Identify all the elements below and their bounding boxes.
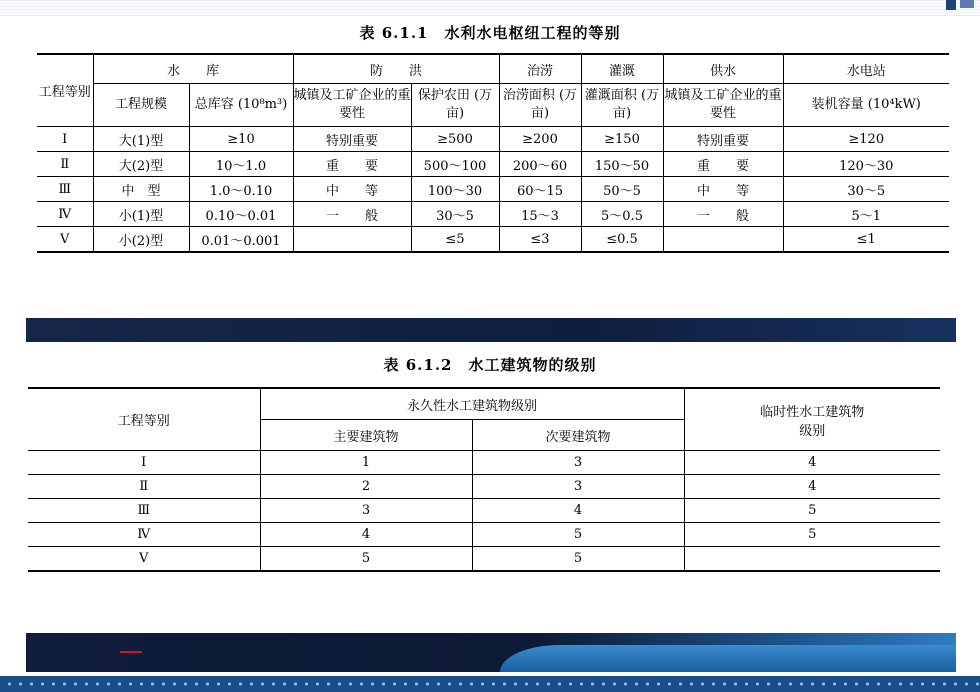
table1-cell: Ⅳ [37, 202, 93, 227]
table1-row [37, 202, 949, 227]
table1-cell: 200～60 [499, 152, 581, 177]
table1-cell: ≥200 [499, 127, 581, 152]
table1-cell: 大(2)型 [93, 152, 189, 177]
table1-cell: 重 要 [663, 152, 783, 177]
table1-cell: 中 型 [93, 177, 189, 202]
table1-cell: 0.01～0.001 [189, 227, 293, 253]
table2-cell: 2 [260, 475, 472, 499]
table1-row [37, 127, 949, 152]
header-supply: 供水 [663, 54, 783, 84]
header-scale: 工程规模 [93, 84, 189, 127]
table1-cell: 小(2)型 [93, 227, 189, 253]
table1-cell: 0.10～0.01 [189, 202, 293, 227]
table1-cell: 150～50 [581, 152, 663, 177]
table2-cell: 1 [260, 451, 472, 475]
footer-wave-decoration [500, 645, 956, 672]
header-flood: 防 洪 [293, 54, 499, 84]
table1-header-row-2 [37, 84, 949, 127]
corner-decoration-secondary [960, 0, 974, 8]
table1-cell: 30～5 [783, 177, 949, 202]
table1-cell: ≥500 [411, 127, 499, 152]
table1-cell: Ⅰ [37, 127, 93, 152]
table1-cell [663, 227, 783, 253]
table1-cell: 120～30 [783, 152, 949, 177]
header-irrigation: 灌溉 [581, 54, 663, 84]
footer-red-accent [120, 651, 142, 653]
corner-decoration [946, 0, 956, 10]
table2-cell: 5 [684, 499, 940, 523]
table1-cell: Ⅲ [37, 177, 93, 202]
header-city-importance: 城镇及工矿企业的重要性 [293, 84, 411, 127]
table1-cell: 15～3 [499, 202, 581, 227]
table1-cell: Ⅱ [37, 152, 93, 177]
table2-cell: 4 [260, 523, 472, 547]
table1-cell: 100～30 [411, 177, 499, 202]
table1-body [37, 127, 949, 253]
table1-cell: ≥120 [783, 127, 949, 152]
footer-dot-strip [0, 676, 980, 692]
header-installed: 装机容量 (10⁴kW) [783, 84, 949, 127]
table1-cell: ≤5 [411, 227, 499, 253]
table1-cell [293, 227, 411, 253]
table1-cell: ≤1 [783, 227, 949, 253]
header-reservoir: 水 库 [93, 54, 293, 84]
table1-cell: 中 等 [663, 177, 783, 202]
table2-cell: 3 [472, 475, 684, 499]
table2-cell: Ⅳ [28, 523, 260, 547]
table2-cell: 4 [684, 475, 940, 499]
table1-cell: 特别重要 [293, 127, 411, 152]
table1-cell: 5～0.5 [581, 202, 663, 227]
header-capacity: 总库容 (10⁸m³) [189, 84, 293, 127]
header-secondary: 次要建筑物 [472, 420, 684, 451]
header-waterlog-area: 治涝面积 (万亩) [499, 84, 581, 127]
table2-row [28, 499, 940, 523]
section-divider-band [26, 318, 956, 342]
table1-cell: 500～100 [411, 152, 499, 177]
table2-cell: Ⅴ [28, 547, 260, 572]
table2-row [28, 475, 940, 499]
table-structure-levels [28, 387, 940, 572]
header-grade: 工程等别 [28, 388, 260, 451]
table2-header-row-1 [28, 388, 940, 420]
table2-cell: 3 [260, 499, 472, 523]
table2-row [28, 523, 940, 547]
table1-cell: 特别重要 [663, 127, 783, 152]
table1-cell: 一 般 [293, 202, 411, 227]
table-engineering-grades [37, 53, 949, 253]
table1-cell: 小(1)型 [93, 202, 189, 227]
table2-title: 表 6.1.2 水工建筑物的级别 [383, 356, 597, 374]
header-farmland: 保护农田 (万亩) [411, 84, 499, 127]
table1-cell: ≤3 [499, 227, 581, 253]
table2-cell: Ⅰ [28, 451, 260, 475]
table2-row [28, 547, 940, 572]
header-main: 主要建筑物 [260, 420, 472, 451]
table1-cell: 1.0～0.10 [189, 177, 293, 202]
header-supply-importance: 城镇及工矿企业的重要性 [663, 84, 783, 127]
table1-cell: Ⅴ [37, 227, 93, 253]
table2-cell: 5 [260, 547, 472, 572]
table2-cell: 5 [684, 523, 940, 547]
table1-cell: 50～5 [581, 177, 663, 202]
table1-cell: 大(1)型 [93, 127, 189, 152]
header-temporary: 临时性水工建筑物级别 [684, 388, 940, 451]
table1-cell: 10～1.0 [189, 152, 293, 177]
table2-row [28, 451, 940, 475]
header-irrigation-area: 灌溉面积 (万亩) [581, 84, 663, 127]
table1-row [37, 227, 949, 253]
table1-header-row-1 [37, 54, 949, 84]
table2-cell [684, 547, 940, 572]
table2-cell: 5 [472, 547, 684, 572]
table1-row [37, 177, 949, 202]
table2-cell: 3 [472, 451, 684, 475]
table1-cell: 中 等 [293, 177, 411, 202]
table1-cell: 5～1 [783, 202, 949, 227]
table1-cell: ≥150 [581, 127, 663, 152]
table2-cell: 4 [472, 499, 684, 523]
table1-cell: 60～15 [499, 177, 581, 202]
table2-body [28, 451, 940, 572]
table1-row [37, 152, 949, 177]
table1-cell: ≥10 [189, 127, 293, 152]
table1-cell: 30～5 [411, 202, 499, 227]
header-grade: 工程等别 [37, 54, 93, 127]
table1-title: 表 6.1.1 水利水电枢纽工程的等别 [359, 24, 621, 42]
table2-cell: Ⅲ [28, 499, 260, 523]
header-hydro: 水电站 [783, 54, 949, 84]
table2-cell: 5 [472, 523, 684, 547]
table1-cell: ≤0.5 [581, 227, 663, 253]
table2-cell: Ⅱ [28, 475, 260, 499]
table1-cell: 一 般 [663, 202, 783, 227]
header-permanent: 永久性水工建筑物级别 [260, 388, 684, 420]
header-stripes [0, 0, 980, 18]
header-waterlog: 治涝 [499, 54, 581, 84]
table2-cell: 4 [684, 451, 940, 475]
table1-cell: 重 要 [293, 152, 411, 177]
